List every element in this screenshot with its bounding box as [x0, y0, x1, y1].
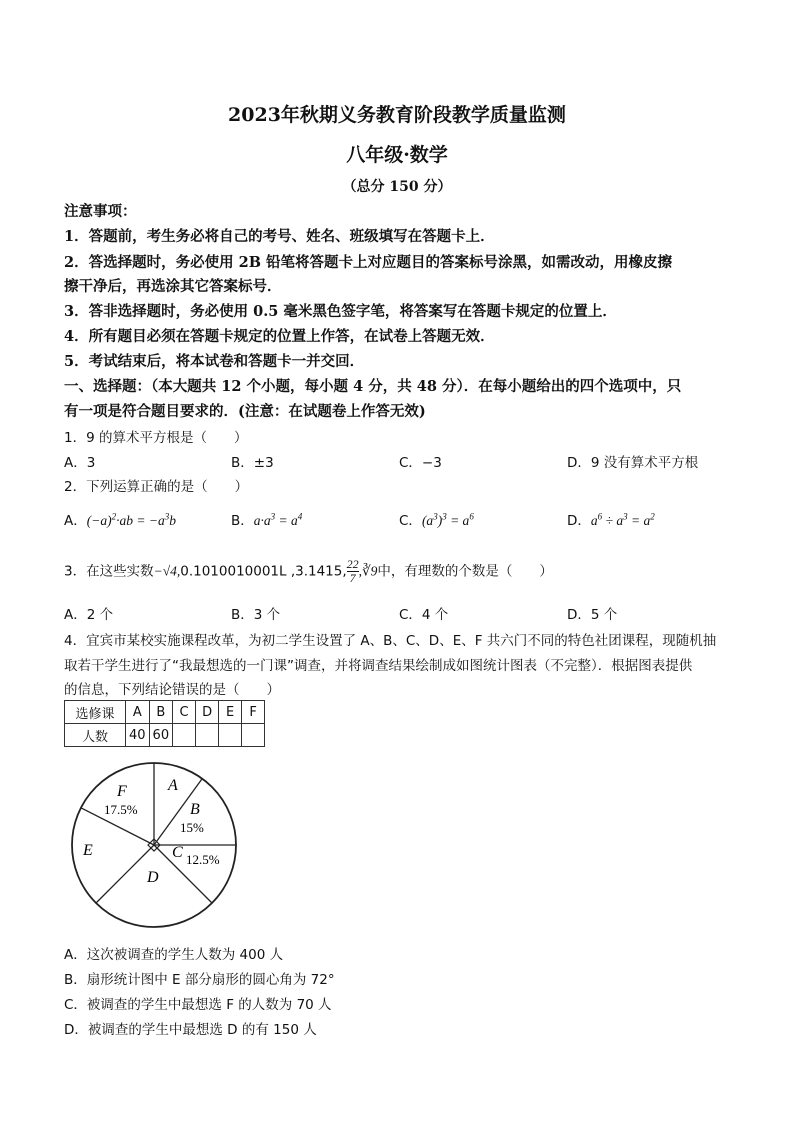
q2-option-a: A．$(-a)^2\cdot ab = -a^3b$: [64, 511, 176, 529]
q3-option-a: A．2 个: [64, 607, 114, 623]
q4-stem-1: 4．宜宾市某校实施课程改革，为初二学生设置了 A、B、C、D、E、F 共六门不同的特色社团课程，现随机抽: [64, 633, 717, 649]
notes-heading: 注意事项：: [64, 203, 137, 220]
table-header-cell: A: [126, 701, 150, 724]
pie-chart: [66, 760, 246, 940]
table-cell: [196, 724, 219, 747]
q4-option-a: A．这次被调查的学生人数为 400 人: [64, 947, 284, 963]
pie-label-a: A: [168, 777, 178, 794]
q3-stem: 3．在这些实数−√4,0.1010010001L ,3.1415, $\frac{22}{7}$ ,∛9中，有理数的个数是（ ）: [64, 557, 553, 585]
table-cell: [173, 724, 196, 747]
exam-subtitle: 八年级·数学: [346, 144, 448, 166]
table-row: [65, 724, 265, 747]
table-header-cell: D: [196, 701, 219, 724]
q2-option-b: B．$a\cdot a^3 = a^4$: [231, 511, 303, 529]
note-2: 2．答选择题时，务必使用 2B 铅笔将答题卡上对应题目的答案标号涂黑，如需改动，用橡皮擦: [64, 254, 673, 271]
q1-option-b: B．±3: [231, 455, 274, 471]
q4-option-d: D．被调查的学生中最想选 D 的有 150 人: [64, 1022, 317, 1038]
table-cell: [219, 724, 242, 747]
pie-label-c-pct: 12.5%: [186, 852, 220, 867]
q3-option-b: B．3 个: [231, 607, 281, 623]
q1-option-c: C．−3: [399, 455, 442, 471]
note-5: 5．考试结束后，将本试卷和答题卡一并交回．: [64, 353, 365, 370]
note-1: 1．答题前，考生务必将自己的考号、姓名、班级填写在答题卡上．: [64, 228, 495, 245]
table-cell: [242, 724, 265, 747]
q3-option-c: C．4 个: [399, 607, 449, 623]
table-cell: 60: [149, 724, 173, 747]
pie-slice-boundary-e: [96, 845, 154, 903]
table-header-cell: 选修课: [65, 701, 126, 724]
table-header-cell: C: [173, 701, 196, 724]
pie-label-f: F: [117, 783, 127, 800]
q4-option-c: C．被调查的学生中最想选 F 的人数为 70 人: [64, 997, 332, 1013]
exam-title: 2023年秋期义务教育阶段教学质量监测: [228, 104, 566, 126]
pie-label-d: D: [147, 869, 159, 886]
table-header-cell: B: [149, 701, 173, 724]
pie-label-e: E: [83, 842, 93, 859]
total-score: （总分 150 分）: [342, 179, 452, 195]
section-heading-cont: 有一项是符合题目要求的．(注意：在试题卷上作答无效): [64, 403, 426, 420]
table-header-cell: E: [219, 701, 242, 724]
table-cell: 40: [126, 724, 150, 747]
q1-stem: 1．9 的算术平方根是（ ）: [64, 430, 248, 446]
q4-option-b: B．扇形统计图中 E 部分扇形的圆心角为 72°: [64, 972, 335, 988]
pie-label-f-pct: 17.5%: [104, 802, 138, 817]
table-header-row: [65, 701, 265, 724]
q1-option-a: A．3: [64, 455, 96, 471]
q2-stem: 2．下列运算正确的是（ ）: [64, 479, 249, 495]
q2-option-d: D．$a^6 \div a^3 = a^2$: [567, 511, 655, 529]
q3-option-d: D．5 个: [567, 607, 618, 623]
q2-option-c: C．$(a^3)^3 = a^6$: [399, 511, 474, 529]
pie-label-b: B: [190, 801, 200, 818]
pie-label-b-pct: 15%: [180, 820, 204, 835]
pie-label-c: C: [172, 844, 183, 861]
survey-table: [64, 700, 265, 747]
note-3: 3．答非选择题时，务必使用 0.5 毫米黑色签字笔，将答案写在答题卡规定的位置上．: [64, 303, 617, 320]
section-heading: 一、选择题：（本大题共 12 个小题，每小题 4 分，共 48 分）．在每小题给出的四个选项中，只: [64, 378, 682, 395]
table-row-label: 人数: [65, 724, 126, 747]
note-4: 4．所有题目必须在答题卡规定的位置上作答，在试卷上答题无效．: [64, 328, 495, 345]
q1-option-d: D．9 没有算术平方根: [567, 455, 699, 471]
note-2-cont: 擦干净后，再选涂其它答案标号．: [64, 278, 282, 295]
q4-stem-2: 取若干学生进行了“我最想选的一门课”调查，并将调查结果绘制成如图统计图表（不完整）．根据图表提供: [64, 658, 693, 674]
table-header-cell: F: [242, 701, 265, 724]
q4-stem-3: 的信息，下列结论错误的是（ ）: [64, 682, 280, 698]
